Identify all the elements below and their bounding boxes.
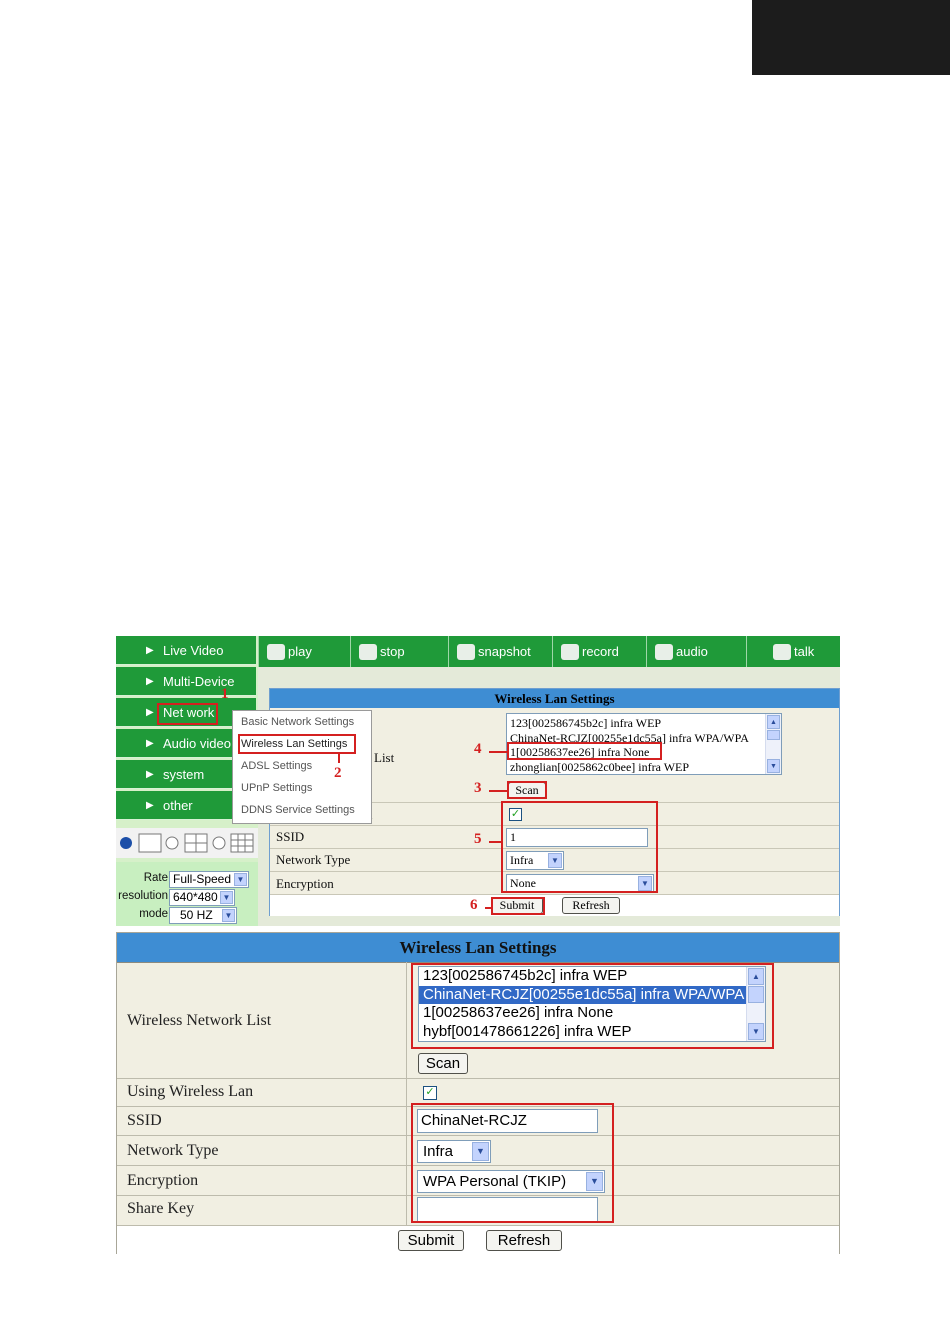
annotation-line bbox=[338, 754, 340, 763]
menu-item-wireless-lan[interactable]: Wireless Lan Settings bbox=[241, 738, 348, 750]
list-item[interactable]: zhonglian[0025862c0bee] infra WEP bbox=[510, 759, 690, 774]
triangle-icon: ▶ bbox=[146, 738, 154, 749]
annotation-line bbox=[489, 751, 507, 753]
view-mode-icons[interactable] bbox=[116, 828, 258, 858]
play-icon bbox=[267, 644, 285, 660]
chevron-down-icon: ▼ bbox=[220, 891, 233, 904]
menu-item-adsl[interactable]: ADSL Settings bbox=[241, 760, 313, 772]
ssid-label: SSID bbox=[276, 829, 305, 844]
scroll-up-icon[interactable]: ▲ bbox=[767, 715, 780, 729]
record-button[interactable]: record bbox=[552, 636, 646, 667]
chevron-down-icon: ▼ bbox=[586, 1172, 603, 1191]
rate-select[interactable]: Full-Speed ▼ bbox=[169, 871, 249, 888]
form-actions-row bbox=[270, 894, 839, 916]
scroll-up-icon[interactable]: ▲ bbox=[748, 968, 764, 985]
share-key-label: Share Key bbox=[127, 1200, 195, 1217]
network-list-label: List bbox=[374, 750, 395, 765]
submit-button[interactable]: Submit bbox=[491, 897, 543, 914]
encryption-select[interactable]: None ▼ bbox=[506, 874, 654, 893]
annotation-number-5: 5 bbox=[474, 831, 482, 847]
network-list-label: Wireless Network List bbox=[127, 1012, 272, 1029]
stop-button[interactable]: stop bbox=[350, 636, 448, 667]
triangle-icon: ▶ bbox=[146, 769, 154, 780]
scroll-thumb[interactable] bbox=[767, 730, 780, 740]
resolution-label: resolution bbox=[118, 890, 168, 902]
refresh-button[interactable]: Refresh bbox=[562, 897, 620, 914]
annotation-number-4: 4 bbox=[474, 741, 482, 757]
submit-button[interactable]: Submit bbox=[398, 1230, 464, 1251]
column-divider bbox=[406, 962, 407, 1225]
encryption-select[interactable]: WPA Personal (TKIP) ▼ bbox=[417, 1170, 605, 1193]
network-type-select[interactable]: Infra ▼ bbox=[417, 1140, 491, 1163]
triangle-icon: ▶ bbox=[146, 645, 154, 656]
stop-icon bbox=[359, 644, 377, 660]
talk-button[interactable]: talk bbox=[746, 636, 840, 667]
annotation-number-3: 3 bbox=[474, 780, 482, 796]
triangle-icon: ▶ bbox=[146, 676, 154, 687]
annotation-box-network-list bbox=[411, 963, 774, 1049]
nav-audio-video[interactable]: ▶ Audio video bbox=[116, 729, 256, 758]
snapshot-button[interactable]: snapshot bbox=[448, 636, 552, 667]
video-camera-icon bbox=[561, 644, 579, 660]
list-item[interactable]: 123[002586745b2c] infra WEP bbox=[510, 716, 662, 730]
camera-icon bbox=[457, 644, 475, 660]
annotation-number-2: 2 bbox=[334, 765, 342, 781]
menu-item-upnp[interactable]: UPnP Settings bbox=[241, 782, 313, 794]
chevron-down-icon: ▼ bbox=[472, 1142, 489, 1161]
nav-other[interactable]: ▶ other bbox=[116, 791, 256, 820]
using-wireless-label: Using Wireless Lan bbox=[127, 1083, 254, 1100]
panel-title: Wireless Lan Settings bbox=[270, 689, 839, 708]
screenshot-wireless-form bbox=[116, 932, 840, 1254]
annotation-box-form-fields bbox=[501, 801, 658, 893]
list-item[interactable]: ChinaNet-RCJZ[00255e1dc55a] infra WPA/WPA bbox=[510, 730, 749, 745]
audio-button[interactable]: audio bbox=[646, 636, 746, 667]
scan-button[interactable]: Scan bbox=[418, 1053, 468, 1074]
scan-button[interactable]: Scan bbox=[508, 782, 546, 799]
annotation-box-network-item bbox=[507, 742, 662, 760]
using-wireless-checkbox[interactable]: ✓ bbox=[423, 1086, 437, 1100]
rate-label: Rate bbox=[143, 872, 168, 884]
list-item-selected[interactable]: ChinaNet-RCJZ[00255e1dc55a] infra WPA/WPA bbox=[419, 986, 765, 1005]
nav-network[interactable]: ▶ Net work bbox=[116, 698, 256, 727]
resolution-select[interactable]: 640*480 ▼ bbox=[169, 889, 235, 906]
annotation-box-form-fields bbox=[411, 1103, 614, 1223]
annotation-box-scan bbox=[507, 781, 547, 799]
nav-multi-device[interactable]: ▶ Multi-Device bbox=[116, 667, 256, 696]
mode-select[interactable]: 50 HZ ▼ bbox=[169, 907, 237, 924]
view-mode-row bbox=[116, 828, 258, 858]
scroll-down-icon[interactable]: ▼ bbox=[767, 759, 780, 773]
play-button[interactable]: play bbox=[258, 636, 350, 667]
refresh-button[interactable]: Refresh bbox=[486, 1230, 562, 1251]
chevron-down-icon: ▼ bbox=[638, 876, 652, 891]
menu-item-basic-network[interactable]: Basic Network Settings bbox=[241, 716, 355, 728]
scroll-down-icon[interactable]: ▼ bbox=[748, 1023, 764, 1040]
list-item[interactable]: hybf[001478661226] infra WEP bbox=[423, 1022, 632, 1040]
annotation-box-wireless-lan bbox=[238, 734, 356, 754]
chevron-down-icon: ▼ bbox=[222, 909, 235, 922]
stream-settings bbox=[116, 862, 258, 926]
ssid-label: SSID bbox=[127, 1112, 162, 1129]
headphones-icon bbox=[655, 644, 673, 660]
chevron-down-icon: ▼ bbox=[234, 873, 247, 886]
network-type-label: Network Type bbox=[276, 852, 351, 867]
encryption-label: Encryption bbox=[276, 876, 334, 891]
network-type-label: Network Type bbox=[127, 1142, 219, 1159]
using-wireless-checkbox[interactable]: ✓ bbox=[510, 808, 521, 820]
form-actions-row bbox=[117, 1225, 839, 1254]
ssid-input[interactable]: ChinaNet-RCJZ bbox=[417, 1109, 598, 1133]
annotation-box-submit bbox=[491, 897, 545, 915]
encryption-label: Encryption bbox=[127, 1172, 199, 1189]
list-item[interactable]: 1[00258637ee26] infra None bbox=[423, 1004, 614, 1021]
microphone-icon bbox=[773, 644, 791, 660]
network-submenu bbox=[232, 710, 372, 824]
triangle-icon: ▶ bbox=[146, 707, 154, 718]
list-item[interactable]: 123[002586745b2c] infra WEP bbox=[423, 967, 628, 984]
nav-live-video[interactable]: ▶ Live Video bbox=[116, 636, 256, 665]
annotation-number-1: 1 bbox=[221, 686, 229, 702]
annotation-number-6: 6 bbox=[470, 897, 478, 913]
mode-label: mode bbox=[139, 908, 168, 920]
ssid-input[interactable]: 1 bbox=[506, 828, 648, 847]
using-wireless-row bbox=[117, 1078, 839, 1106]
chevron-down-icon: ▼ bbox=[548, 853, 562, 868]
screenshot-network-menu bbox=[116, 636, 840, 926]
menu-item-ddns[interactable]: DDNS Service Settings bbox=[241, 804, 355, 816]
page-corner-tab bbox=[752, 0, 950, 75]
list-item[interactable]: 1[00258637ee26] infra None bbox=[510, 745, 650, 759]
triangle-icon: ▶ bbox=[146, 800, 154, 811]
network-type-select[interactable]: Infra ▼ bbox=[506, 851, 564, 870]
panel-title: Wireless Lan Settings bbox=[117, 933, 839, 962]
scrollbar[interactable] bbox=[765, 714, 781, 774]
toolbar bbox=[258, 636, 840, 667]
annotation-box-network bbox=[157, 703, 218, 725]
annotation-line bbox=[489, 841, 501, 843]
nav-system[interactable]: ▶ system bbox=[116, 760, 256, 789]
annotation-line bbox=[489, 790, 507, 792]
